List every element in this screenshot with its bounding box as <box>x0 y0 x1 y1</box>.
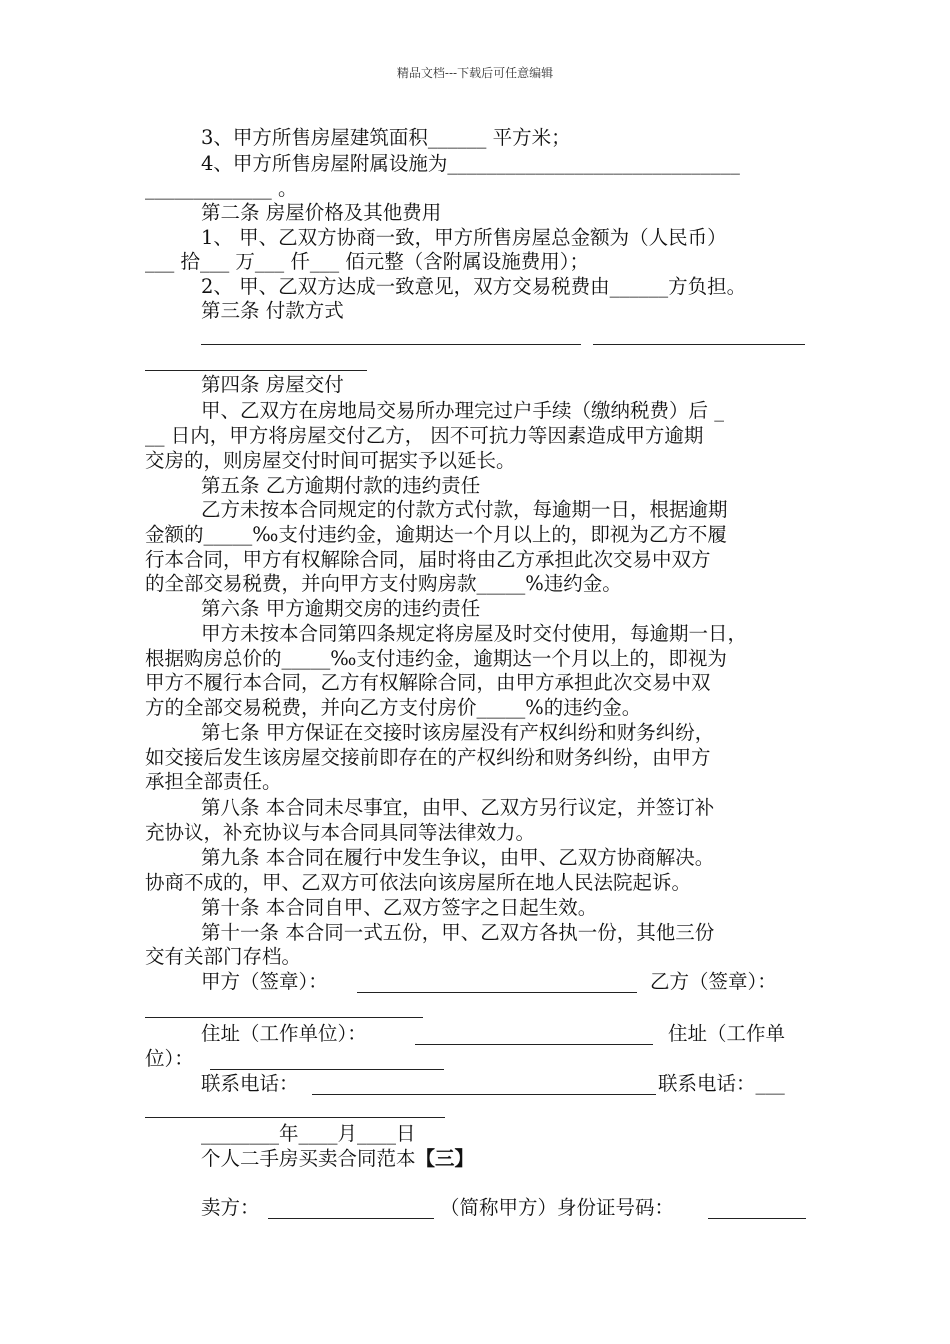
clause-line: 第七条 甲方保证在交接时该房屋没有产权纠纷和财务纠纷， <box>201 721 715 744</box>
clause-line: _____________ 。 <box>145 177 298 200</box>
clause-line: 交有关部门存档。 <box>145 945 302 968</box>
address-blank-b <box>210 1069 444 1070</box>
article-heading: 第三条 付款方式 <box>201 299 344 322</box>
seller-name-blank <box>268 1218 434 1219</box>
party-b-signature-label: 乙方（签章）： <box>650 970 777 993</box>
clause-line: 甲方不履行本合同，乙方有权解除合同，由甲方承担此次交易中双 <box>145 671 711 694</box>
clause-line: __ 日内，甲方将房屋交付乙方， 因不可抗力等因素造成甲方逾期 <box>145 424 704 447</box>
clause-line: 第十一条 本合同一式五份，甲、乙双方各执一份，其他三份 <box>201 921 715 944</box>
party-a-signature-label: 甲方（签章）： <box>201 970 328 993</box>
clause-line: 甲方未按本合同第四条规定将房屋及时交付使用，每逾期一日， <box>201 622 748 645</box>
clause-line: 的全部交易税费，并向甲方支付购房款_____%违约金。 <box>145 572 622 595</box>
blank-line <box>145 370 367 371</box>
clause-line: 甲、乙双方在房地局交易所办理完过户手续（缴纳税费）后 _ <box>201 399 724 422</box>
party-a-signature-blank <box>357 992 637 993</box>
address-label-b-cont: 位）： <box>145 1047 194 1070</box>
article-heading: 第四条 房屋交付 <box>201 373 344 396</box>
party-b-signature-blank <box>145 1017 423 1018</box>
clause-line: 方的全部交易税费，并向乙方支付房价_____%的违约金。 <box>145 696 642 719</box>
address-label-a: 住址（工作单位）： <box>201 1022 367 1045</box>
phone-label-b: 联系电话：___ <box>658 1072 785 1095</box>
clause-line: 3、甲方所售房屋建筑面积______ 平方米； <box>201 126 571 149</box>
clause-line: 4、甲方所售房屋附属设施为______________________________ <box>201 152 740 175</box>
date-line: ________年____月____日 <box>201 1122 416 1145</box>
clause-line: 第十条 本合同自甲、乙双方签字之日起生效。 <box>201 896 598 919</box>
clause-line: 充协议，补充协议与本合同具同等法律效力。 <box>145 821 536 844</box>
phone-blank-b <box>145 1117 445 1118</box>
clause-line: 乙方未按本合同规定的付款方式付款，每逾期一日，根据逾期 <box>201 498 728 521</box>
clause-line: 2、 甲、乙双方达成一致意见，双方交易税费由______方负担。 <box>201 275 747 298</box>
article-heading: 第六条 甲方逾期交房的违约责任 <box>201 597 481 620</box>
clause-line: 第九条 本合同在履行中发生争议，由甲、乙双方协商解决。 <box>201 846 715 869</box>
clause-line: ___ 拾___ 万___ 仟___ 佰元整（含附属设施费用）； <box>145 250 590 273</box>
page-header: 精品文档---下载后可任意编辑 <box>396 66 554 80</box>
blank-line <box>593 344 805 345</box>
phone-label-a: 联系电话： <box>201 1072 299 1095</box>
seller-id-blank <box>708 1218 806 1219</box>
address-blank-a <box>415 1044 653 1045</box>
clause-line: 如交接后发生该房屋交接前即存在的产权纠纷和财务纠纷，由甲方 <box>145 746 711 769</box>
address-label-b: 住址（工作单 <box>668 1022 786 1045</box>
clause-line: 金额的_____‰支付违约金，逾期达一个月以上的，即视为乙方不履 <box>145 523 727 546</box>
seller-id-label: （简称甲方）身份证号码： <box>440 1196 675 1219</box>
clause-line: 1、 甲、乙双方协商一致，甲方所售房屋总金额为（人民币） <box>201 226 727 249</box>
section-title-text: 个人二手房买卖合同范本 <box>201 1147 416 1170</box>
clause-line: 承担全部责任。 <box>145 770 282 793</box>
blank-line <box>201 344 581 345</box>
clause-line: 根据购房总价的_____‰支付违约金，逾期达一个月以上的，即视为 <box>145 647 727 670</box>
seller-label: 卖方： <box>201 1196 260 1219</box>
clause-line: 协商不成的，甲、乙双方可依法向该房屋所在地人民法院起诉。 <box>145 871 692 894</box>
clause-line: 交房的，则房屋交付时间可据实予以延长。 <box>145 449 516 472</box>
clause-line: 行本合同，甲方有权解除合同，届时将由乙方承担此次交易中双方 <box>145 548 711 571</box>
article-heading: 第五条 乙方逾期付款的违约责任 <box>201 474 481 497</box>
clause-line: 第八条 本合同未尽事宜，由甲、乙双方另行议定，并签订补 <box>201 796 715 819</box>
section-number: 【三】 <box>415 1147 475 1170</box>
section-title <box>201 1147 474 1171</box>
article-heading: 第二条 房屋价格及其他费用 <box>201 201 442 224</box>
phone-blank-a <box>312 1094 656 1095</box>
